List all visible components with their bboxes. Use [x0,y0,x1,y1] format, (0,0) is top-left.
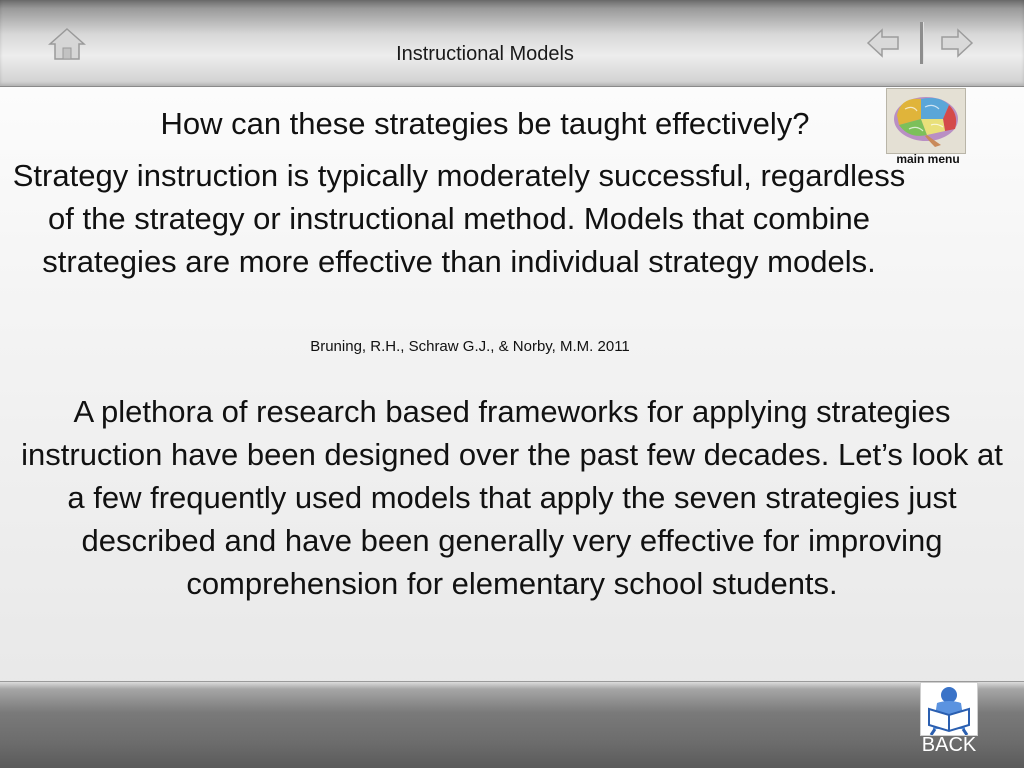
next-button[interactable] [940,28,974,58]
reading-child-icon [920,682,978,736]
question-heading: How can these strategies be taught effectively? [160,106,810,141]
main-menu-label: main menu [896,152,960,166]
arrow-left-icon [866,28,900,58]
nav-divider [920,22,923,64]
footer-bar [0,681,1024,768]
page-title: Instructional Models [396,43,574,65]
arrow-right-icon [940,28,974,58]
slide-navigation [866,22,978,64]
back-label: BACK [921,734,977,756]
strategy-statement: Strategy instruction is typically moderately successful, regardless of the strategy or instructional method. Models that combine strategies are more effective than individual strategy models. [12,158,906,279]
back-button[interactable] [918,682,980,764]
citation: Bruning, R.H., Schraw G.J., & Norby, M.M. 2011 [310,338,630,355]
frameworks-paragraph: A plethora of research based frameworks for applying strategies instruction have been designed over the past few decades. Let’s look at a few frequently used models that apply the seven strategies just described and have been generally very effective for improving comprehension for elementary school students. [21,394,1003,601]
previous-button[interactable] [866,28,900,58]
header-bar [0,0,1024,87]
